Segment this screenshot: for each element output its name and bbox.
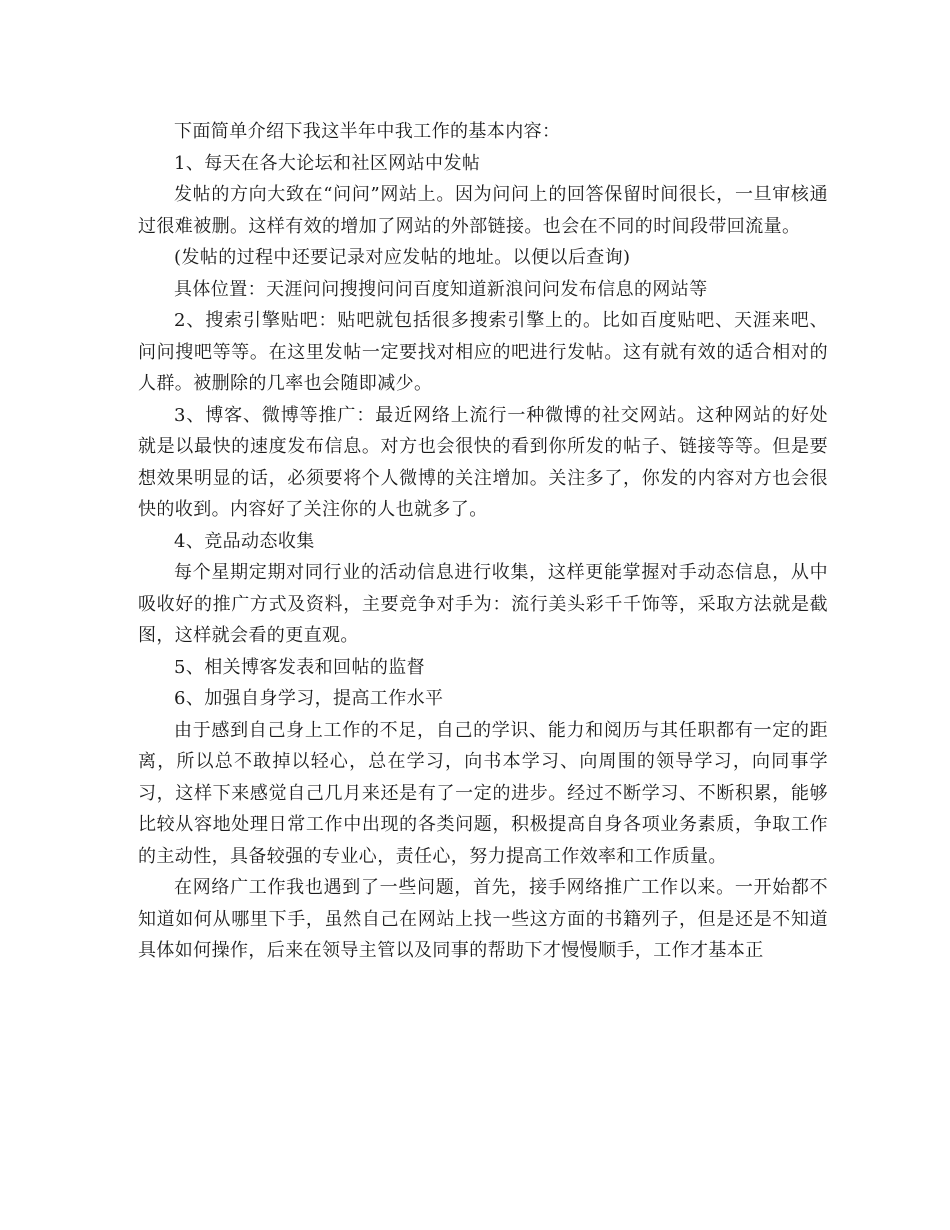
paragraph-problems: 在网络广工作我也遇到了一些问题，首先，接手网络推广工作以来。一开始都不知道如何从哪里下手，虽然自己在网站上找一些这方面的书籍列子，但是还是不知道具体如何操作，后来在领导主管以及同事的帮助下才慢慢顺手，工作才基本正 [138, 877, 828, 961]
paragraph-item-6-body: 由于感到自己身上工作的不足，自己的学识、能力和阅历与其任职都有一定的距离，所以总不敢掉以轻心，总在学习，向书本学习、向周围的领导学习，向同事学习，这样下来感觉自己几月来还是有了一定的进步。经过不断学习、不断积累，能够比较从容地处理日常工作中出现的各类问题，积极提高自身各项业务素质，争取工作的主动性，具备较强的专业心，责任心，努力提高工作效率和工作质量。 [138, 719, 828, 867]
paragraph-item-4-heading: 4、竞品动态收集 [174, 530, 315, 552]
paragraph-item-1-body: 发帖的方向大致在“问问”网站上。因为问问上的回答保留时间很长，一旦审核通过很难被删。这样有效的增加了网站的外部链接。也会在不同的时间段带回流量。 [138, 184, 828, 237]
paragraph-item-4-body: 每个星期定期对同行业的活动信息进行收集，这样更能掌握对手动态信息，从中吸收好的推广方式及资料，主要竞争对手为：流行美头彩千千饰等，采取方法就是截图，这样就会看的更直观。 [138, 562, 828, 646]
document-body [138, 116, 828, 967]
paragraph-item-1-location: 具体位置：天涯问问搜搜问问百度知道新浪问问发布信息的网站等 [174, 278, 708, 300]
paragraph-intro: 下面简单介绍下我这半年中我工作的基本内容： [174, 121, 561, 142]
paragraph-item-2: 2、搜索引擎贴吧：贴吧就包括很多搜索引擎上的。比如百度贴吧、天涯来吧、问问搜吧等等。在这里发帖一定要找对相应的吧进行发帖。这有就有效的适合相对的人群。被删除的几率也会随即减少。 [138, 310, 828, 394]
paragraph-item-5-heading: 5、相关博客发表和回帖的监督 [174, 656, 426, 678]
paragraph-item-1-note: (发帖的过程中还要记录对应发帖的地址。以便以后查询) [174, 247, 631, 268]
paragraph-item-1-heading: 1、每天在各大论坛和社区网站中发帖 [174, 152, 481, 174]
paragraph-item-6-heading: 6、加强自身学习，提高工作水平 [174, 688, 444, 709]
paragraph-item-3: 3、博客、微博等推广：最近网络上流行一种微博的社交网站。这种网站的好处就是以最快的速度发布信息。对方也会很快的看到你所发的帖子、链接等等。但是要想效果明显的话，必须要将个人微博的关注增加。关注多了，你发的内容对方也会很快的收到。内容好了关注你的人也就多了。 [138, 404, 828, 520]
